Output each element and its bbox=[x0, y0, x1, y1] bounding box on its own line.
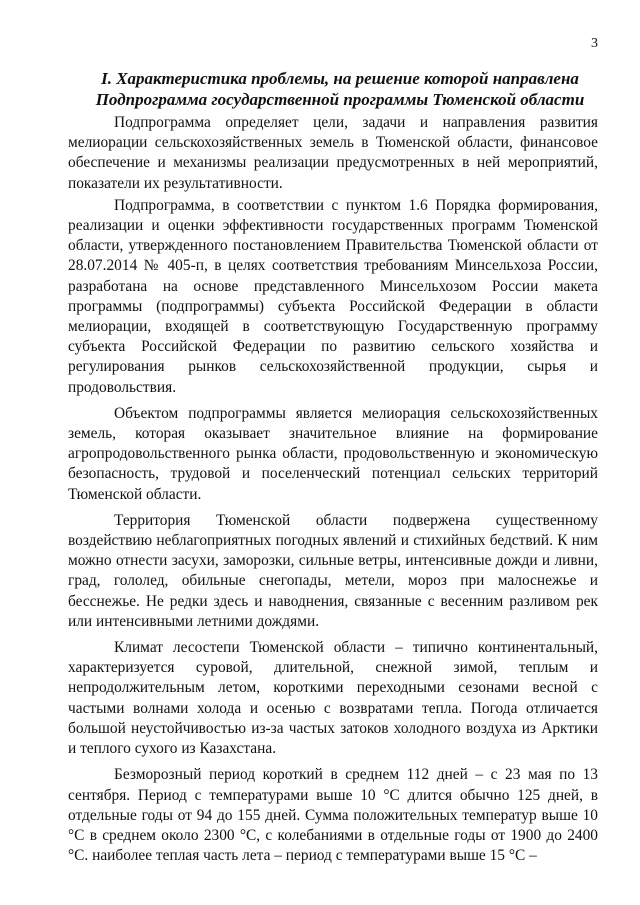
paragraph-2: Подпрограмма, в соответствии с пунктом 1.6 Порядка формирования, реализации и оценки эффективности государственных программ Тюменской области, утвержденного постановлением Правительства Тюменской области от 28.07.2014 № 405-п, в целях соответствия требованиям Минсельхоза России, разработана на основе представленного Минсельхозом России макета программы (подпрограммы) субъекта Российской Федерации в области мелиорации, входящей в соответствующую Государственную программу субъекта Российской Федерации по развитию сельского хозяйства и регулирования рынков сельскохозяйственной продукции, сырья и продовольствия. bbox=[68, 196, 598, 396]
paragraph-6: Безморозный период короткий в среднем 112 дней – с 23 мая по 13 сентября. Период с температурами выше 10 °С длится обычно 125 дней, в отдельные годы от 94 до 155 дней. Сумма положительных температур выше 10 °С в среднем около 2300 °С, с колебаниями в отдельные годы от 1900 до 2400 °С. наиболее теплая часть лета – период с температурами выше 15 °С – bbox=[68, 766, 598, 865]
document-body bbox=[68, 113, 598, 868]
paragraph-3: Объектом подпрограммы является мелиорация сельскохозяйственных земель, которая оказывает значительное влияние на формирование агропродовольственного рынка области, продовольственную и экономическую безопасность, трудовой и поселенческий потенциал сельских территорий Тюменской области. bbox=[68, 404, 598, 503]
section-heading bbox=[70, 68, 610, 110]
paragraph-5: Климат лесостепи Тюменской области – типично континентальный, характеризуется суровой, длительной, снежной зимой, теплым и непродолжительным летом, короткими переходными сезонами весной с частыми волнами холода и осенью с возвратами тепла. Погода отличается большой неустойчивостью из-за частых затоков холодного воздуха из Арктики и теплого сухого из Казахстана. bbox=[68, 639, 598, 758]
page-number: 3 bbox=[591, 36, 598, 51]
section-heading-line-1: I. Характеристика проблемы, на решение которой направлена bbox=[101, 69, 579, 88]
section-heading-line-2: Подпрограмма государственной программы Тюменской области bbox=[95, 90, 585, 109]
paragraph-1: Подпрограмма определяет цели, задачи и направления развития мелиорации сельскохозяйственных земель в Тюменской области, финансовое обеспечение и механизмы реализации предусмотренных в ней мероприятий, показатели их результативности. bbox=[68, 114, 598, 192]
paragraph-4: Территория Тюменской области подвержена существенному воздействию неблагоприятных погодных явлений и стихийных бедствий. К ним можно отнести засухи, заморозки, сильные ветры, интенсивные дожди и ливни, град, гололед, обильные снегопады, метели, мороз при малоснежье и бесснежье. Не редки здесь и наводнения, связанные с весенним разливом рек или интенсивными летними дождями. bbox=[68, 511, 598, 630]
